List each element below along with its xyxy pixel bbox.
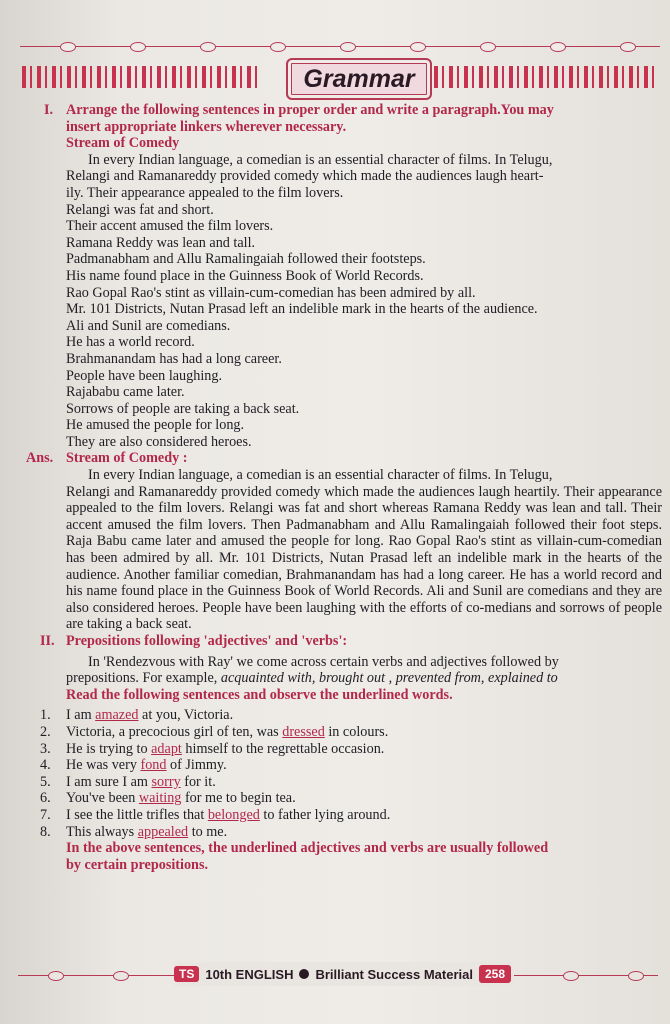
conclusion-line: by certain prepositions.	[66, 856, 209, 873]
underlined-word: belonged	[207, 806, 260, 823]
jumbled-line: Ali and Sunil are comedians.	[66, 317, 231, 334]
answer-heading: Stream of Comedy :	[66, 450, 188, 467]
jumbled-line: People have been laughing.	[66, 367, 223, 384]
jumbled-line: Brahmanandam has had a long career.	[66, 350, 282, 367]
section-2-heading-row	[26, 633, 662, 650]
jumbled-line: Sorrows of people are taking a back seat.	[66, 400, 300, 417]
underlined-word: fond	[140, 757, 167, 774]
list-item: 1. I am amazed at you, Victoria.	[40, 707, 234, 724]
stripe-decoration-right	[434, 66, 658, 88]
underlined-word: appealed	[137, 823, 189, 840]
example-phrases: acquainted with, brought out , prevented from, explained to	[220, 670, 558, 687]
list-item: 8. This always appealed to me.	[40, 823, 228, 840]
list-item: 7. I see the little trifles that belonged to father lying around.	[40, 806, 391, 823]
stripe-decoration-left	[22, 66, 262, 88]
page-footer	[18, 960, 658, 990]
footer-class-label: 10th ENGLISH	[205, 966, 294, 982]
jumbled-line: Their accent amused the film lovers.	[66, 218, 274, 235]
jumbled-line: Rajababu came later.	[66, 384, 185, 401]
answer-label: Ans.	[26, 450, 54, 467]
underlined-word: sorry	[151, 773, 181, 790]
section-2-instruction: Read the following sentences and observe the underlined words.	[66, 686, 453, 703]
jumbled-line: He has a world record.	[66, 334, 195, 351]
top-ornament	[20, 40, 660, 54]
footer-badge: TS	[174, 966, 199, 982]
question-1-instruction-cont: insert appropriate linkers wherever necessary.	[66, 118, 347, 135]
section-number: II.	[40, 633, 55, 649]
list-item: 2. Victoria, a precocious girl of ten, was dressed in colours.	[40, 723, 389, 740]
list-item: 3. He is trying to adapt himself to the regrettable occasion.	[40, 740, 385, 757]
answer-heading-row	[26, 450, 662, 467]
page-number: 258	[479, 965, 511, 983]
question-number: I.	[44, 102, 54, 118]
conclusion-line: In the above sentences, the underlined adjectives and verbs are usually followed	[66, 840, 549, 857]
section-2-heading: Prepositions following 'adjectives' and 'verbs':	[66, 633, 348, 649]
title-band	[22, 62, 658, 92]
jumbled-line: He amused the people for long.	[66, 417, 245, 434]
list-item: 5. I am sure I am sorry for it.	[40, 773, 216, 790]
jumbled-line: Padmanabham and Allu Ramalingaiah followed their footsteps.	[66, 251, 426, 268]
list-item: 6. You've been waiting for me to begin tea.	[40, 790, 296, 807]
jumbled-line: They are also considered heroes.	[66, 433, 252, 450]
jumbled-line: In every Indian language, a comedian is an essential character of films. In Telugu,	[88, 151, 553, 168]
jumbled-line: Ramana Reddy was lean and tall.	[66, 234, 256, 251]
page-title: Grammar	[286, 58, 432, 100]
intro-line: In 'Rendezvous with Ray' we come across certain verbs and adjectives followed by	[88, 653, 559, 670]
intro-line-examples: prepositions. For example, acquainted with, brought out , prevented from, explained to	[66, 670, 558, 687]
answer-paragraph: In every Indian language, a comedian is an essential character of films. In Telugu, Relangi and Ramanareddy provided comedy which made the audiences laugh heartily. Their appearance appealed to the film lovers. Relangi was fat and short whereas Ramana Reddy was lean and tall. Their accent amused the film lovers. Then Padmanabham and Allu Ramalingaiah followed their foot steps. Raja Babu came later and amused the people for long. Rao Gopal Rao's stint as villain-cum-comedian has been admired by all. Mr. 101 Districts, Nutan Prasad left an indelible mark in the hearts of the audience. Another familiar comedian, Brahmanandam has had a long career. He has a world record and his name found place in the Guinness Book of World Records. Ali and Sunil are comedians and they are also considered heroes. People have been laughing with the efforts of co-medians and sorrows of people are taking a back seat.	[66, 467, 662, 633]
jumbled-line: ily. Their appearance appealed to the film lovers.	[66, 184, 344, 201]
footer-label	[174, 962, 514, 986]
jumbled-line: Rao Gopal Rao's stint as villain-cum-comedian has been admired by all.	[66, 284, 476, 301]
jumbled-line: Mr. 101 Districts, Nutan Prasad left an indelible mark in the hearts of the audience.	[66, 301, 538, 318]
jumbled-line: His name found place in the Guinness Book of World Records.	[66, 267, 424, 284]
page-content	[26, 102, 662, 873]
question-1-instruction: I. Arrange the following sentences in proper order and write a paragraph.You may	[44, 102, 554, 118]
footer-book-name: Brilliant Success Material	[315, 966, 473, 982]
underlined-word: waiting	[138, 790, 182, 807]
jumbled-line: Relangi was fat and short.	[66, 201, 214, 218]
jumbled-line: Relangi and Ramanareddy provided comedy which made the audiences laugh heart-	[66, 168, 544, 185]
underlined-word: dressed	[282, 723, 325, 740]
list-item: 4. He was very fond of Jimmy.	[40, 757, 227, 774]
question-1-heading: Stream of Comedy	[66, 135, 180, 152]
bullet-icon	[299, 969, 309, 979]
underlined-word: adapt	[151, 740, 182, 757]
underlined-word: amazed	[95, 707, 139, 724]
